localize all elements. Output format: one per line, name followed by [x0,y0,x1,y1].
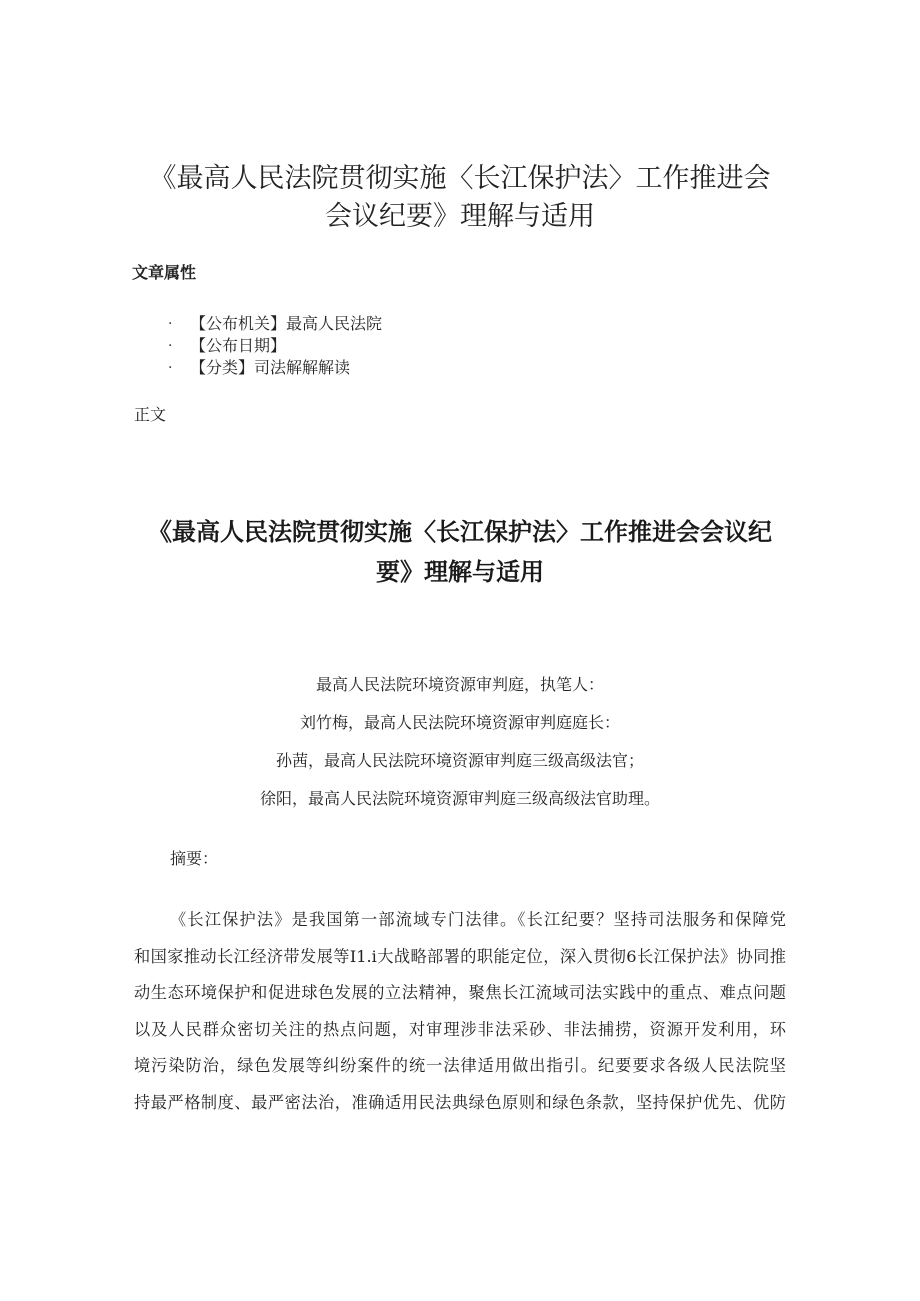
author-line: 最高人民法院环境资源审判庭，执笔人： [315,675,604,694]
attribute-text: 【公布机关】最高人民法院 [190,314,383,333]
author-line: 徐阳，最高人民法院环境资源审判庭三级高级法官助理。 [259,789,660,808]
body-label: 正文 [134,405,167,424]
document-title-line-1: 《最高人民法院贯彻实施〈长江保护法〉工作推进会 [149,163,771,194]
attributes-heading: 文章属性 [132,263,197,282]
attribute-text: 【分类】司法解解解读 [190,358,351,377]
document-title [120,160,800,236]
paragraph-line: 持最严格制度、最严密法治，准确适用民法典绿色原则和绿色条款，坚持保护优先、优防 [134,1092,786,1112]
attribute-item-category [168,357,382,379]
attribute-item-date [168,335,382,357]
bullet-icon: · [168,316,173,332]
attribute-text: 【公布日期】 [190,336,287,355]
abstract-paragraph [134,902,786,1122]
paragraph-line: 境污染防治，绿色发展等纠纷案件的统一法律适用做出指引。纪要要求各级人民法院坚 [134,1056,786,1076]
paragraph-line: 以及人民群众密切关注的热点问题，对审理涉非法采砂、非法捕捞，资源开发利用，环 [134,1019,786,1039]
article-title [120,512,800,592]
document-title-line-2: 会议纪要》理解与适用 [325,201,595,232]
paragraph-line: 《长江保护法》是我国第一部流域专门法律。《长江纪要？坚持司法服务和保障党 [170,910,786,929]
article-title-line-1: 《最高人民法院贯彻实施〈长江保护法〉工作推进会会议纪 [148,518,772,546]
article-title-line-2: 要》理解与适用 [376,558,544,586]
paragraph-line: 动生态环境保护和促进球色发展的立法精神，聚焦长江流域司法实践中的重点、难点问题 [134,983,786,1003]
author-line: 刘竹梅，最高人民法院环境资源审判庭庭长： [299,713,620,732]
author-list [160,670,760,822]
paragraph-line: 和国家推动长江经济带发展等I1.i大战略部署的职能定位，深入贯彻6长江保护法》协同推 [134,946,786,966]
attributes-list [168,313,382,379]
attribute-item-publisher [168,313,382,335]
bullet-icon: · [168,338,173,354]
abstract-label: 摘要： [170,849,219,868]
bullet-icon: · [168,360,173,376]
author-line: 孙茜，最高人民法院环境资源审判庭三级高级法官； [275,751,644,770]
